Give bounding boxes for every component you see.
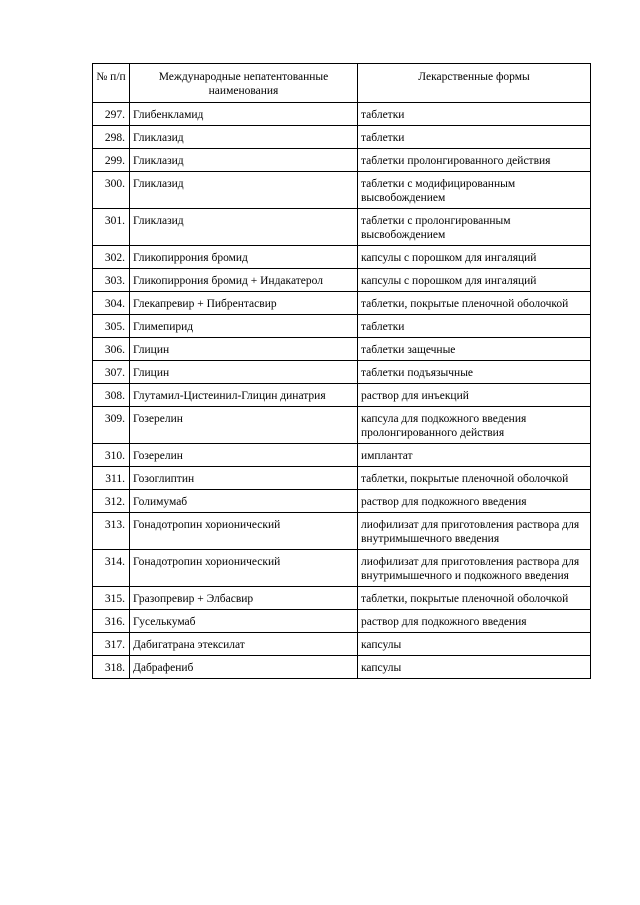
table-row — [93, 633, 591, 656]
table-row — [93, 246, 591, 269]
row-number: 316. — [93, 610, 130, 633]
table-row — [93, 209, 591, 246]
table-header-row — [93, 64, 591, 103]
table-row — [93, 587, 591, 610]
drug-forms-table — [92, 63, 591, 679]
row-number: 311. — [93, 467, 130, 490]
dosage-form: таблетки пролонгированного действия — [358, 149, 591, 172]
dosage-form: капсулы с порошком для ингаляций — [358, 246, 591, 269]
dosage-form: раствор для подкожного введения — [358, 490, 591, 513]
drug-name: Гликлазид — [130, 209, 358, 246]
drug-name: Гуселькумаб — [130, 610, 358, 633]
drug-name: Глицин — [130, 361, 358, 384]
header-dosage-forms: Лекарственные формы — [358, 64, 591, 103]
drug-name: Голимумаб — [130, 490, 358, 513]
dosage-form: таблетки, покрытые пленочной оболочкой — [358, 467, 591, 490]
row-number: 299. — [93, 149, 130, 172]
dosage-form: капсулы — [358, 656, 591, 679]
row-number: 312. — [93, 490, 130, 513]
dosage-form: таблетки — [358, 315, 591, 338]
table-row — [93, 292, 591, 315]
drug-name: Гликлазид — [130, 126, 358, 149]
row-number: 308. — [93, 384, 130, 407]
table-row — [93, 550, 591, 587]
row-number: 303. — [93, 269, 130, 292]
table-row — [93, 338, 591, 361]
drug-name: Дабрафениб — [130, 656, 358, 679]
dosage-form: таблетки — [358, 126, 591, 149]
dosage-form: лиофилизат для приготовления раствора для внутримышечного и подкожного введения — [358, 550, 591, 587]
drug-name: Гликлазид — [130, 149, 358, 172]
dosage-form: капсулы с порошком для ингаляций — [358, 269, 591, 292]
table-row — [93, 656, 591, 679]
table-row — [93, 610, 591, 633]
drug-name: Дабигатрана этексилат — [130, 633, 358, 656]
drug-name: Гликлазид — [130, 172, 358, 209]
row-number: 305. — [93, 315, 130, 338]
drug-name: Глутамил-Цистеинил-Глицин динатрия — [130, 384, 358, 407]
dosage-form: таблетки, покрытые пленочной оболочкой — [358, 587, 591, 610]
row-number: 314. — [93, 550, 130, 587]
table-row — [93, 407, 591, 444]
dosage-form: капсула для подкожного введения пролонгированного действия — [358, 407, 591, 444]
row-number: 318. — [93, 656, 130, 679]
row-number: 304. — [93, 292, 130, 315]
table-row — [93, 126, 591, 149]
header-number: № п/п — [93, 64, 130, 103]
drug-name: Глекапревир + Пибрентасвир — [130, 292, 358, 315]
row-number: 307. — [93, 361, 130, 384]
row-number: 297. — [93, 103, 130, 126]
drug-name: Гразопревир + Элбасвир — [130, 587, 358, 610]
drug-name: Гликопиррония бромид — [130, 246, 358, 269]
drug-name: Глицин — [130, 338, 358, 361]
row-number: 302. — [93, 246, 130, 269]
dosage-form: раствор для инъекций — [358, 384, 591, 407]
row-number: 298. — [93, 126, 130, 149]
drug-name: Гликопиррония бромид + Индакатерол — [130, 269, 358, 292]
row-number: 300. — [93, 172, 130, 209]
table-row — [93, 490, 591, 513]
table-row — [93, 149, 591, 172]
row-number: 301. — [93, 209, 130, 246]
row-number: 309. — [93, 407, 130, 444]
dosage-form: раствор для подкожного введения — [358, 610, 591, 633]
table-row — [93, 467, 591, 490]
document-page — [92, 63, 590, 679]
table-row — [93, 172, 591, 209]
dosage-form: таблетки — [358, 103, 591, 126]
row-number: 315. — [93, 587, 130, 610]
header-international-name: Международные непатентованные наименования — [130, 64, 358, 103]
table-row — [93, 103, 591, 126]
drug-name: Гозерелин — [130, 444, 358, 467]
row-number: 313. — [93, 513, 130, 550]
table-row — [93, 315, 591, 338]
dosage-form: капсулы — [358, 633, 591, 656]
dosage-form: имплантат — [358, 444, 591, 467]
drug-name: Гозоглиптин — [130, 467, 358, 490]
dosage-form: таблетки с пролонгированным высвобождением — [358, 209, 591, 246]
table-row — [93, 384, 591, 407]
dosage-form: лиофилизат для приготовления раствора для внутримышечного введения — [358, 513, 591, 550]
table-row — [93, 444, 591, 467]
row-number: 317. — [93, 633, 130, 656]
dosage-form: таблетки подъязычные — [358, 361, 591, 384]
dosage-form: таблетки, покрытые пленочной оболочкой — [358, 292, 591, 315]
drug-name: Гонадотропин хорионический — [130, 550, 358, 587]
table-row — [93, 513, 591, 550]
row-number: 310. — [93, 444, 130, 467]
drug-name: Гонадотропин хорионический — [130, 513, 358, 550]
drug-name: Глибенкламид — [130, 103, 358, 126]
table-row — [93, 361, 591, 384]
dosage-form: таблетки защечные — [358, 338, 591, 361]
table-row — [93, 269, 591, 292]
dosage-form: таблетки с модифицированным высвобождением — [358, 172, 591, 209]
row-number: 306. — [93, 338, 130, 361]
drug-name: Гозерелин — [130, 407, 358, 444]
drug-name: Глимепирид — [130, 315, 358, 338]
